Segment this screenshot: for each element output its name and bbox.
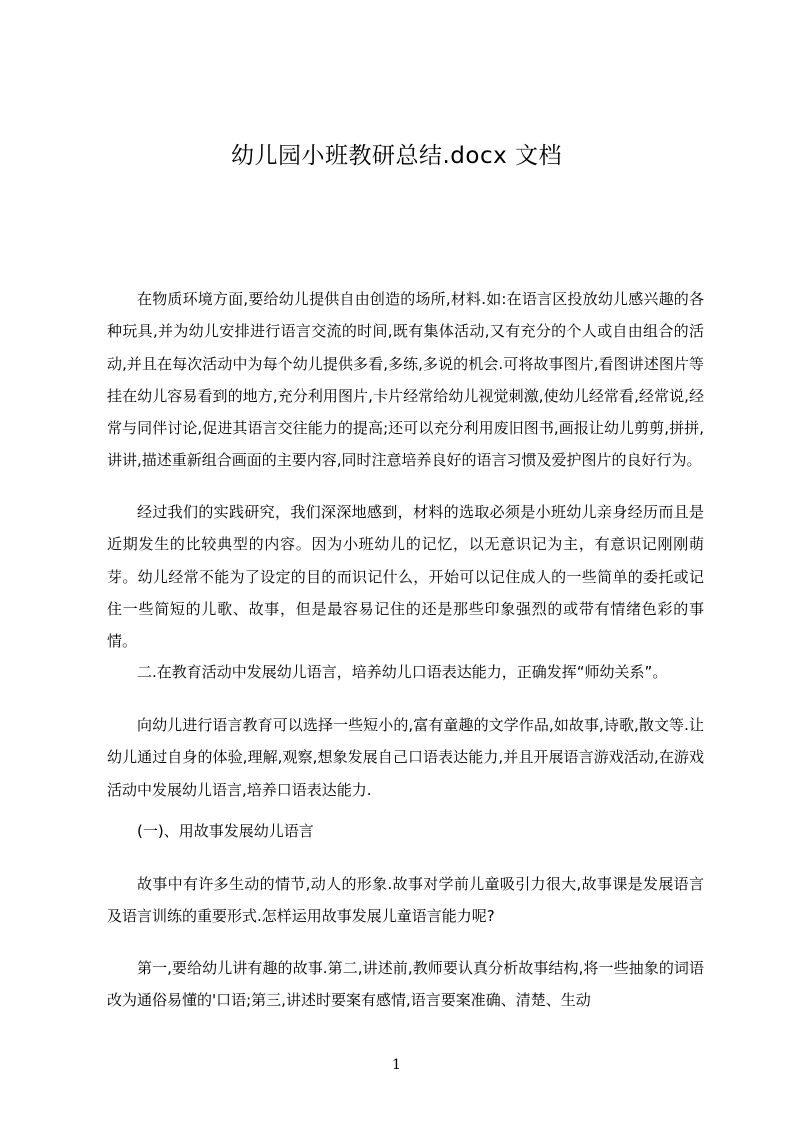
paragraph-material-environment: 在物质环境方面,要给幼儿提供自由创造的场所,材料.如:在语言区投放幼儿感兴趣的各种玩具,并为幼儿安排进行语言交流的时间,既有集体活动,又有充分的个人或自由组合的活动,并且在每次活动中为每个幼儿提供多看,多练,多说的机会.可将故事图片,看图讲述图片等挂在幼儿容易看到的地方,充分利用图片,卡片经常给幼儿视觉刺激,使幼儿经常看,经常说,经常与同伴讨论,促进其语言交往能力的提高;还可以充分利用废旧图书,画报让幼儿剪剪,拼拼,讲讲,描述重新组合画面的主要内容,同时注意培养良好的语言习惯及爱护图片的良好行为。 <box>107 290 704 470</box>
subheading-story-language: (一)、用故事发展幼儿语言 <box>137 822 314 840</box>
page-number: 1 <box>392 1057 401 1073</box>
paragraph-practice-research: 经过我们的实践研究，我们深深地感到，材料的选取必须是小班幼儿亲身经历而且是近期发生的比较典型的内容。因为小班幼儿的记忆，以无意识记为主，有意识记刚刚萌芽。幼儿经常不能为了设定的目的而识记什么，开始可以记住成人的一些简单的委托或记住一些简短的儿歌、故事，但是最容易记住的还是那些印象强烈的或带有情绪色彩的事情。 <box>107 503 704 651</box>
document-title: 幼儿园小班教研总结.docx 文档 <box>230 143 563 169</box>
paragraph-story-forms: 故事中有许多生动的情节,动人的形象.故事对学前儿童吸引力很大,故事课是发展语言及语言训练的重要形式.怎样运用故事发展儿童语言能力呢? <box>107 875 704 926</box>
paragraph-language-education: 向幼儿进行语言教育可以选择一些短小的,富有童趣的文学作品,如故事,诗歌,散文等.让幼儿通过自身的体验,理解,观察,想象发展自己口语表达能力,并且开展语言游戏活动,在游戏活动中发展幼儿语言,培养口语表达能力. <box>107 716 704 799</box>
paragraph-storytelling-steps: 第一,要给幼儿讲有趣的故事.第二,讲述前,教师要认真分析故事结构,将一些抽象的词语改为通俗易懂的'口语;第三,讲述时要案有感情,语言要案准确、清楚、生动 <box>107 959 704 1010</box>
section-heading-two: 二.在教育活动中发展幼儿语言，培养幼儿口语表达能力，正确发挥“师幼关系”。 <box>137 663 668 681</box>
